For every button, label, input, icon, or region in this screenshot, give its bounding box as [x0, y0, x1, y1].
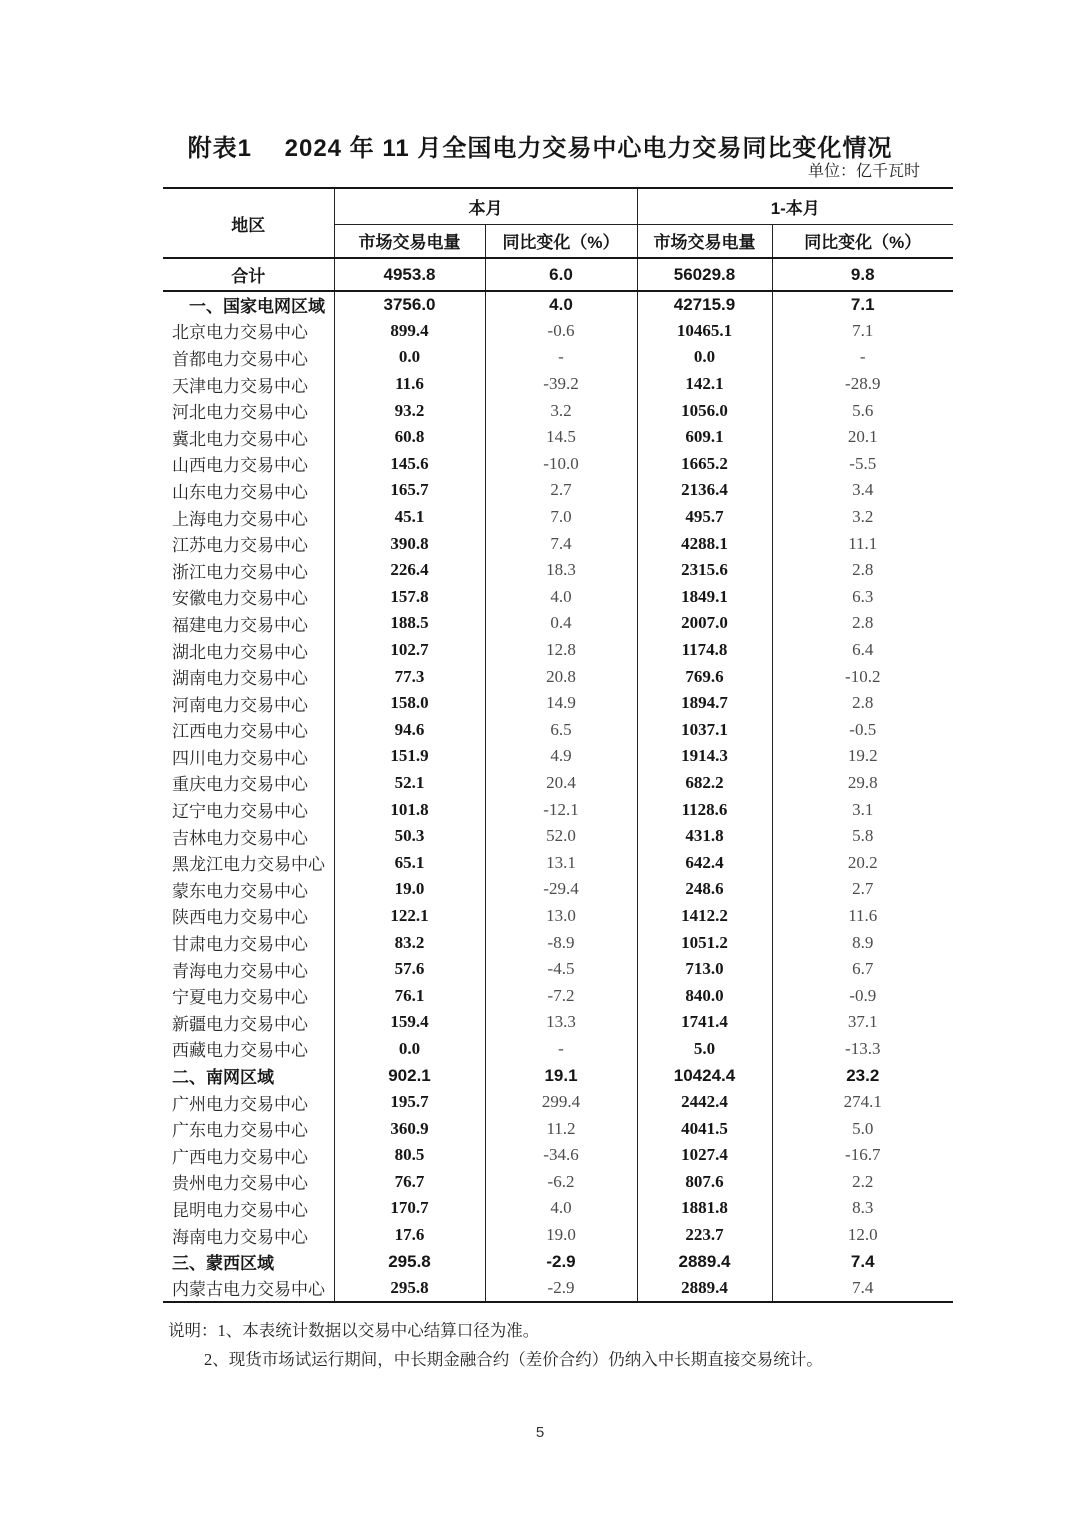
- region-cell: 天津电力交易中心: [163, 371, 334, 398]
- value-cell: 609.1: [637, 424, 772, 451]
- table-row: [163, 1115, 953, 1142]
- value-cell: 3.2: [485, 397, 637, 424]
- value-cell: -16.7: [845, 1145, 881, 1165]
- value-cell: -10.2: [845, 666, 881, 686]
- region-cell: 江西电力交易中心: [163, 717, 334, 744]
- table-row: [163, 903, 953, 930]
- value-cell: 4953.8: [334, 258, 485, 291]
- table-row: [163, 770, 953, 797]
- value-cell: 13.1: [485, 849, 637, 876]
- value-cell: 188.5: [334, 610, 485, 637]
- value-cell: 682.2: [637, 770, 772, 797]
- power-trading-table: [163, 187, 953, 1303]
- value-cell: 3.4: [852, 480, 874, 500]
- region-cell: 广州电力交易中心: [163, 1089, 334, 1116]
- value-cell: 1412.2: [637, 903, 772, 930]
- region-cell: 湖南电力交易中心: [163, 663, 334, 690]
- value-cell: -13.3: [845, 1038, 881, 1058]
- region-cell: 冀北电力交易中心: [163, 424, 334, 451]
- value-cell: -29.4: [485, 876, 637, 903]
- region-cell: 广西电力交易中心: [163, 1142, 334, 1169]
- table-row: [163, 424, 953, 451]
- value-cell: 1894.7: [637, 690, 772, 717]
- table-row: [163, 823, 953, 850]
- region-cell: 河北电力交易中心: [163, 397, 334, 424]
- table-row: [163, 743, 953, 770]
- region-cell: 内蒙古电力交易中心: [163, 1275, 334, 1302]
- value-cell: 1914.3: [637, 743, 772, 770]
- value-cell: 101.8: [334, 796, 485, 823]
- value-cell: 1056.0: [637, 397, 772, 424]
- table-row: [163, 557, 953, 584]
- value-cell: 10465.1: [637, 318, 772, 345]
- table-row: [163, 796, 953, 823]
- table-row: [163, 318, 953, 345]
- table-body: [163, 258, 953, 1302]
- table-row: [163, 477, 953, 504]
- value-cell: 29.8: [847, 772, 878, 792]
- value-cell: 769.6: [637, 663, 772, 690]
- value-cell: 2.8: [852, 613, 874, 633]
- value-cell: 642.4: [637, 849, 772, 876]
- table-row: [163, 1089, 953, 1116]
- table-row: [163, 1062, 953, 1089]
- value-cell: 1051.2: [637, 929, 772, 956]
- value-cell: 76.1: [334, 982, 485, 1009]
- region-cell: 昆明电力交易中心: [163, 1195, 334, 1222]
- value-cell: 14.9: [485, 690, 637, 717]
- value-cell: 6.7: [852, 959, 874, 979]
- region-cell: 山东电力交易中心: [163, 477, 334, 504]
- value-cell: 807.6: [637, 1169, 772, 1196]
- value-cell: 12.8: [485, 637, 637, 664]
- value-cell: 295.8: [334, 1275, 485, 1302]
- value-cell: 1128.6: [637, 796, 772, 823]
- value-cell: 6.5: [485, 717, 637, 744]
- value-cell: 37.1: [847, 1012, 878, 1032]
- footnote-line: 2、现货市场试运行期间，中长期金融合约（差价合约）仍纳入中长期直接交易统计。: [204, 1350, 823, 1369]
- region-cell: 重庆电力交易中心: [163, 770, 334, 797]
- value-cell: 7.4: [850, 1251, 875, 1271]
- value-cell: 1665.2: [637, 451, 772, 478]
- region-cell: 四川电力交易中心: [163, 743, 334, 770]
- value-cell: 248.6: [637, 876, 772, 903]
- value-cell: 20.1: [847, 427, 878, 447]
- value-cell: -6.2: [485, 1169, 637, 1196]
- value-cell: 57.6: [334, 956, 485, 983]
- region-cell: 黑龙江电力交易中心: [163, 849, 334, 876]
- region-cell: 二、南网区域: [163, 1062, 334, 1089]
- value-cell: 0.0: [334, 344, 485, 371]
- region-cell: 上海电力交易中心: [163, 504, 334, 531]
- footnote-line: 说明：1、本表统计数据以交易中心结算口径为准。: [168, 1321, 540, 1340]
- value-cell: 431.8: [637, 823, 772, 850]
- value-cell: -0.5: [849, 719, 877, 739]
- value-cell: 13.0: [485, 903, 637, 930]
- value-cell: 76.7: [334, 1169, 485, 1196]
- value-cell: 1037.1: [637, 717, 772, 744]
- value-cell: 1849.1: [637, 584, 772, 611]
- table-row: [163, 982, 953, 1009]
- page-number: 5: [535, 1424, 545, 1441]
- value-cell: 7.4: [852, 1277, 874, 1297]
- value-cell: 8.9: [852, 932, 874, 952]
- value-cell: 142.1: [637, 371, 772, 398]
- value-cell: 11.1: [848, 533, 878, 553]
- value-cell: 0.0: [637, 344, 772, 371]
- region-cell: 首都电力交易中心: [163, 344, 334, 371]
- value-cell: -5.5: [849, 453, 877, 473]
- value-cell: 83.2: [334, 929, 485, 956]
- value-cell: -: [485, 344, 637, 371]
- table-row: [163, 1142, 953, 1169]
- value-cell: 195.7: [334, 1089, 485, 1116]
- value-cell: 11.6: [848, 905, 878, 925]
- value-cell: 295.8: [334, 1248, 485, 1275]
- value-cell: 52.0: [485, 823, 637, 850]
- table-row: [163, 1222, 953, 1249]
- value-cell: 170.7: [334, 1195, 485, 1222]
- region-cell: 河南电力交易中心: [163, 690, 334, 717]
- region-cell: 海南电力交易中心: [163, 1222, 334, 1249]
- value-cell: 6.4: [852, 640, 874, 660]
- value-cell: -7.2: [485, 982, 637, 1009]
- value-cell: 122.1: [334, 903, 485, 930]
- value-cell: -8.9: [485, 929, 637, 956]
- value-cell: 299.4: [485, 1089, 637, 1116]
- value-cell: 7.1: [852, 320, 874, 340]
- value-cell: 274.1: [843, 1092, 882, 1112]
- value-cell: 2442.4: [637, 1089, 772, 1116]
- value-cell: 2889.4: [637, 1248, 772, 1275]
- value-cell: 2007.0: [637, 610, 772, 637]
- value-cell: 19.0: [334, 876, 485, 903]
- region-cell: 青海电力交易中心: [163, 956, 334, 983]
- table-row: [163, 397, 953, 424]
- table-row: [163, 258, 953, 291]
- table-container: [163, 187, 953, 1303]
- value-cell: 19.2: [847, 746, 878, 766]
- value-cell: 77.3: [334, 663, 485, 690]
- value-cell: 7.1: [850, 294, 875, 314]
- value-cell: 3.2: [852, 507, 874, 527]
- value-cell: 902.1: [334, 1062, 485, 1089]
- value-cell: 20.4: [485, 770, 637, 797]
- value-cell: -: [859, 347, 866, 367]
- value-cell: 159.4: [334, 1009, 485, 1036]
- table-row: [163, 1009, 953, 1036]
- value-cell: 145.6: [334, 451, 485, 478]
- header-current-month: 本月: [334, 188, 637, 224]
- region-cell: 江苏电力交易中心: [163, 530, 334, 557]
- value-cell: 102.7: [334, 637, 485, 664]
- value-cell: 158.0: [334, 690, 485, 717]
- value-cell: 2889.4: [637, 1275, 772, 1302]
- value-cell: 495.7: [637, 504, 772, 531]
- table-row: [163, 663, 953, 690]
- value-cell: 1881.8: [637, 1195, 772, 1222]
- value-cell: 5.8: [852, 826, 874, 846]
- value-cell: 2315.6: [637, 557, 772, 584]
- table-header: [163, 188, 953, 258]
- region-cell: 宁夏电力交易中心: [163, 982, 334, 1009]
- footnotes: [168, 1316, 823, 1374]
- value-cell: -10.0: [485, 451, 637, 478]
- region-cell: 陕西电力交易中心: [163, 903, 334, 930]
- value-cell: 20.8: [485, 663, 637, 690]
- region-cell: 北京电力交易中心: [163, 318, 334, 345]
- table-row: [163, 1248, 953, 1275]
- region-cell: 湖北电力交易中心: [163, 637, 334, 664]
- table-row: [163, 291, 953, 318]
- header-ytd: 1-本月: [637, 188, 953, 224]
- value-cell: 4041.5: [637, 1115, 772, 1142]
- header-row-groups: [163, 188, 953, 224]
- table-row: [163, 1275, 953, 1302]
- table-row: [163, 717, 953, 744]
- value-cell: 151.9: [334, 743, 485, 770]
- value-cell: 56029.8: [637, 258, 772, 291]
- page-title: 附表1 2024 年 11 月全国电力交易中心电力交易同比变化情况: [187, 135, 893, 162]
- value-cell: 223.7: [637, 1222, 772, 1249]
- value-cell: -34.6: [485, 1142, 637, 1169]
- header-region: 地区: [163, 188, 334, 258]
- value-cell: 390.8: [334, 530, 485, 557]
- region-cell: 合计: [163, 258, 334, 291]
- value-cell: 713.0: [637, 956, 772, 983]
- header-volume-ytd: 市场交易电量: [637, 224, 772, 258]
- header-yoy-ytd: 同比变化（%）: [772, 224, 953, 258]
- header-yoy-month: 同比变化（%）: [485, 224, 637, 258]
- value-cell: 45.1: [334, 504, 485, 531]
- region-cell: 吉林电力交易中心: [163, 823, 334, 850]
- region-cell: 甘肃电力交易中心: [163, 929, 334, 956]
- table-row: [163, 956, 953, 983]
- value-cell: 9.8: [772, 258, 953, 291]
- table-row: [163, 849, 953, 876]
- value-cell: 840.0: [637, 982, 772, 1009]
- value-cell: 5.0: [637, 1036, 772, 1063]
- value-cell: 4.9: [485, 743, 637, 770]
- value-cell: 12.0: [847, 1225, 878, 1245]
- value-cell: 4.0: [485, 1195, 637, 1222]
- value-cell: 93.2: [334, 397, 485, 424]
- value-cell: 10424.4: [637, 1062, 772, 1089]
- value-cell: 5.0: [852, 1118, 874, 1138]
- value-cell: 2136.4: [637, 477, 772, 504]
- value-cell: -39.2: [485, 371, 637, 398]
- table-row: [163, 929, 953, 956]
- value-cell: 1741.4: [637, 1009, 772, 1036]
- value-cell: 52.1: [334, 770, 485, 797]
- value-cell: 360.9: [334, 1115, 485, 1142]
- value-cell: 2.7: [852, 879, 874, 899]
- value-cell: 13.3: [485, 1009, 637, 1036]
- value-cell: 23.2: [846, 1065, 880, 1085]
- value-cell: 0.0: [334, 1036, 485, 1063]
- table-row: [163, 504, 953, 531]
- value-cell: -0.6: [485, 318, 637, 345]
- value-cell: 7.0: [485, 504, 637, 531]
- region-cell: 广东电力交易中心: [163, 1115, 334, 1142]
- value-cell: 14.5: [485, 424, 637, 451]
- table-row: [163, 344, 953, 371]
- value-cell: 3756.0: [334, 291, 485, 318]
- table-row: [163, 371, 953, 398]
- value-cell: 11.6: [334, 371, 485, 398]
- value-cell: 42715.9: [637, 291, 772, 318]
- value-cell: 2.8: [852, 693, 874, 713]
- value-cell: 165.7: [334, 477, 485, 504]
- value-cell: 6.0: [485, 258, 637, 291]
- value-cell: -2.9: [485, 1275, 637, 1302]
- region-cell: 一、国家电网区域: [163, 291, 334, 318]
- value-cell: 4.0: [485, 291, 637, 318]
- table-row: [163, 876, 953, 903]
- value-cell: -2.9: [485, 1248, 637, 1275]
- value-cell: 6.3: [852, 586, 874, 606]
- table-row: [163, 637, 953, 664]
- table-row: [163, 690, 953, 717]
- value-cell: 7.4: [485, 530, 637, 557]
- value-cell: -4.5: [485, 956, 637, 983]
- value-cell: 2.7: [485, 477, 637, 504]
- table-row: [163, 584, 953, 611]
- region-cell: 安徽电力交易中心: [163, 584, 334, 611]
- value-cell: 4288.1: [637, 530, 772, 557]
- value-cell: 80.5: [334, 1142, 485, 1169]
- table-row: [163, 530, 953, 557]
- header-volume-month: 市场交易电量: [334, 224, 485, 258]
- value-cell: 94.6: [334, 717, 485, 744]
- value-cell: 4.0: [485, 584, 637, 611]
- value-cell: 1027.4: [637, 1142, 772, 1169]
- region-cell: 蒙东电力交易中心: [163, 876, 334, 903]
- value-cell: 5.6: [852, 400, 874, 420]
- table-row: [163, 1195, 953, 1222]
- value-cell: 18.3: [485, 557, 637, 584]
- unit-label: 单位：亿千瓦时: [807, 163, 920, 180]
- table-row: [163, 451, 953, 478]
- value-cell: 11.2: [485, 1115, 637, 1142]
- value-cell: 3.1: [852, 799, 874, 819]
- region-cell: 辽宁电力交易中心: [163, 796, 334, 823]
- region-cell: 福建电力交易中心: [163, 610, 334, 637]
- table-row: [163, 1036, 953, 1063]
- value-cell: 2.8: [852, 560, 874, 580]
- table-row: [163, 1169, 953, 1196]
- value-cell: 60.8: [334, 424, 485, 451]
- region-cell: 三、蒙西区域: [163, 1248, 334, 1275]
- value-cell: -0.9: [849, 985, 877, 1005]
- table-row: [163, 610, 953, 637]
- region-cell: 西藏电力交易中心: [163, 1036, 334, 1063]
- value-cell: 20.2: [847, 852, 878, 872]
- value-cell: 19.1: [485, 1062, 637, 1089]
- value-cell: 19.0: [485, 1222, 637, 1249]
- value-cell: 17.6: [334, 1222, 485, 1249]
- value-cell: 0.4: [485, 610, 637, 637]
- value-cell: 157.8: [334, 584, 485, 611]
- region-cell: 浙江电力交易中心: [163, 557, 334, 584]
- value-cell: 226.4: [334, 557, 485, 584]
- value-cell: 2.2: [852, 1171, 874, 1191]
- value-cell: 65.1: [334, 849, 485, 876]
- region-cell: 贵州电力交易中心: [163, 1169, 334, 1196]
- value-cell: 899.4: [334, 318, 485, 345]
- value-cell: 8.3: [852, 1198, 874, 1218]
- region-cell: 新疆电力交易中心: [163, 1009, 334, 1036]
- region-cell: 山西电力交易中心: [163, 451, 334, 478]
- value-cell: -28.9: [845, 374, 881, 394]
- value-cell: 50.3: [334, 823, 485, 850]
- value-cell: -: [485, 1036, 637, 1063]
- value-cell: 1174.8: [637, 637, 772, 664]
- value-cell: -12.1: [485, 796, 637, 823]
